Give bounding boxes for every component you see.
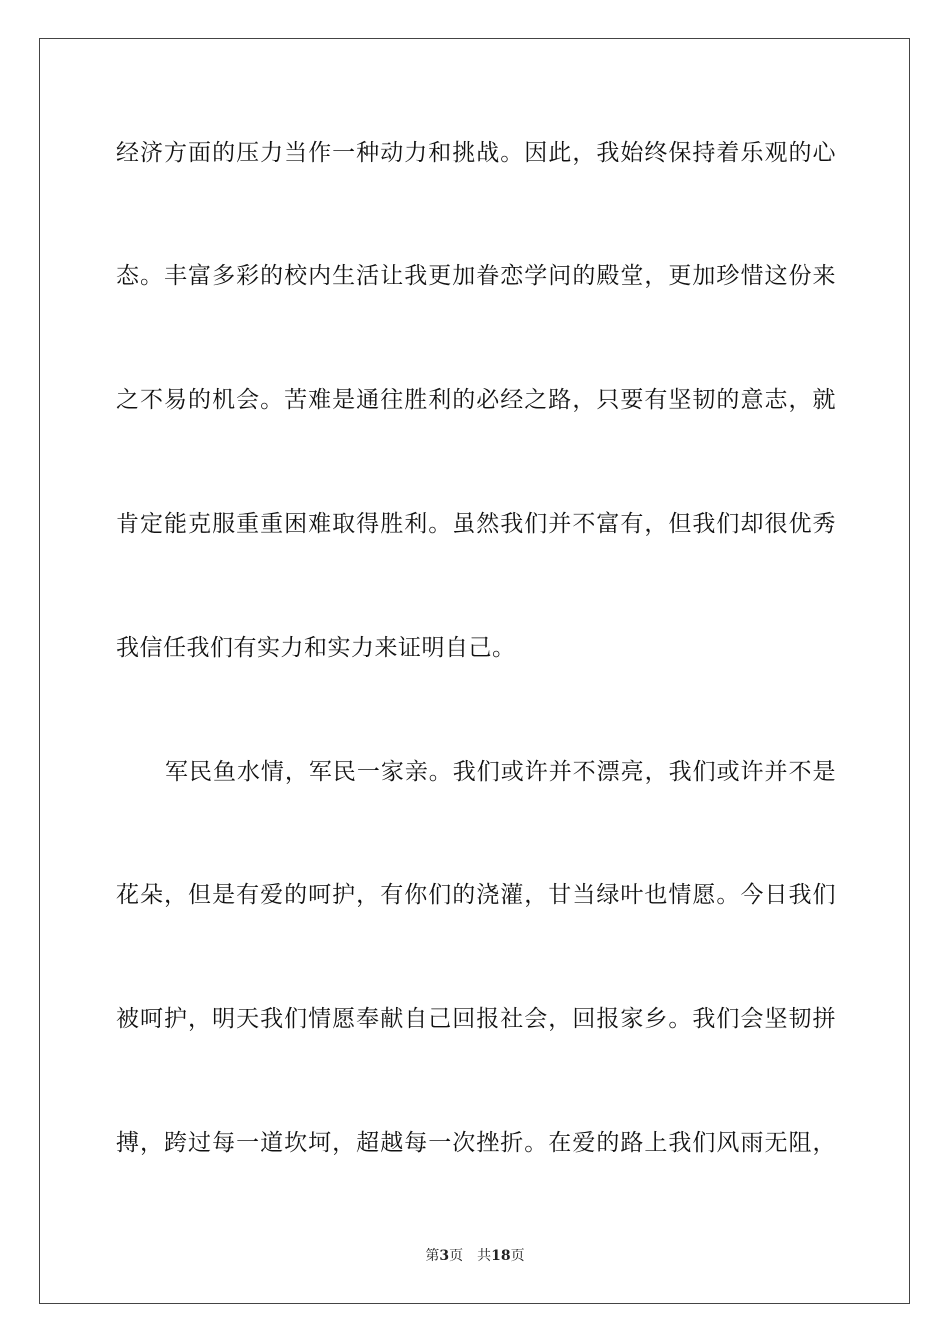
text-line-8: 被呵护，明天我们情愿奉献自己回报社会，回报家乡。我们会坚韧拼 (116, 1006, 836, 1032)
page-suffix: 页 (449, 1248, 464, 1264)
text-line-7: 花朵，但是有爱的呵护，有你们的浇灌，甘当绿叶也情愿。今日我们 (116, 882, 836, 908)
text-line-1: 经济方面的压力当作一种动力和挑战。因此，我始终保持着乐观的心 (116, 140, 836, 166)
text-line-4: 肯定能克服重重困难取得胜利。虽然我们并不富有，但我们却很优秀 (116, 511, 836, 537)
total-suffix: 页 (510, 1248, 525, 1264)
text-line-2: 态。丰富多彩的校内生活让我更加眷恋学问的殿堂，更加珍惜这份来 (116, 263, 836, 289)
total-pages: 18 (491, 1248, 511, 1264)
text-line-6: 军民鱼水情，军民一家亲。我们或许并不漂亮，我们或许并不是 (165, 759, 836, 785)
text-line-3: 之不易的机会。苦难是通往胜利的必经之路，只要有坚韧的意志，就 (116, 387, 836, 413)
page-border (39, 38, 910, 1304)
page-number: 3 (439, 1248, 450, 1264)
total-prefix: 共 (477, 1248, 492, 1264)
page-footer (0, 1247, 950, 1265)
text-line-5: 我信任我们有实力和实力来证明自己。 (116, 635, 516, 661)
page-prefix: 第 (425, 1248, 440, 1264)
text-line-9: 搏，跨过每一道坎坷，超越每一次挫折。在爱的路上我们风雨无阻， (116, 1130, 836, 1156)
